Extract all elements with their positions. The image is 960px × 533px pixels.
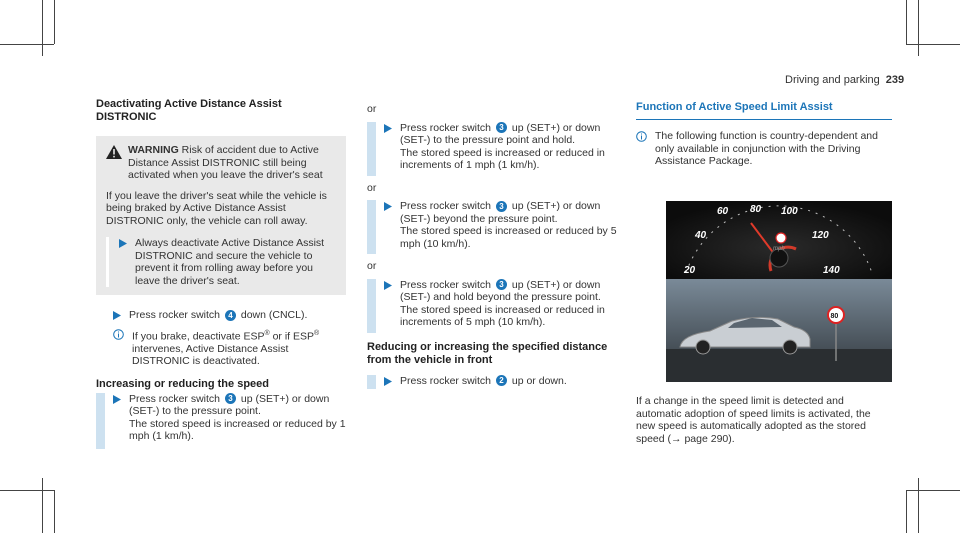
page-number: 239 (885, 74, 905, 86)
registered-mark: ® (264, 329, 270, 337)
unit-label: mph (773, 246, 785, 252)
page-ref-arrow: → (671, 432, 682, 445)
instruction-step (400, 279, 623, 333)
page-header (785, 74, 904, 86)
dial-label: 40 (695, 230, 707, 241)
body-text (636, 395, 892, 445)
step-bar (96, 309, 105, 322)
item-number: 3 (496, 279, 507, 290)
instruction-step (129, 393, 346, 449)
instruction-step (400, 122, 623, 176)
or-label: or (367, 103, 377, 115)
warning-detail: If you leave the driver's seat while the vehicle is being braked by Active Distance Assist DISTRONIC only, the vehicle can roll away. (106, 189, 327, 227)
crop-mark (0, 490, 54, 491)
dial-label: 20 (684, 265, 696, 276)
warning-step: Always deactivate Active Distance Assist DISTRONIC and secure the vehicle to prevent it from rolling away before you leave the driver's seat. (135, 237, 325, 287)
step-bar (367, 200, 376, 254)
step-text: Press rocker switch (400, 121, 492, 134)
speedometer-figure (666, 201, 892, 382)
page-reference[interactable]: page 290). (681, 432, 735, 445)
step-result: The stored speed is increased or reduced by 1 mph (1 km/h). (129, 417, 346, 442)
speedometer-illustration (666, 201, 892, 382)
road-surface (666, 349, 892, 382)
step-result: The stored speed is increased or reduced in increments of 5 mph (10 km/h). (400, 303, 605, 328)
warning-box (96, 136, 346, 295)
crop-mark (906, 490, 907, 533)
column-left (96, 98, 346, 449)
column-middle (367, 103, 623, 389)
dial-label: 60 (717, 206, 729, 217)
crop-mark (0, 44, 54, 45)
step-text: Press rocker switch (129, 392, 221, 405)
crop-mark (42, 0, 43, 56)
step-text: up (SET+) or down (SET-) to the pressure point and hold. (400, 121, 601, 146)
car-wheel (696, 340, 710, 354)
info-note (132, 328, 346, 368)
step-text: Press rocker switch (400, 374, 492, 387)
step-bar (367, 122, 376, 176)
instruction-step (129, 309, 307, 322)
dial-label: 140 (823, 265, 840, 276)
step-arrow-icon (384, 202, 392, 211)
step-text: up (SET+) or down (SET-) beyond the pressure point. (400, 200, 601, 225)
step-bar (367, 375, 376, 390)
step-result: The stored speed is increased or reduced by 5 mph (10 km/h). (400, 225, 617, 250)
or-label: or (367, 181, 377, 194)
crop-mark (906, 0, 907, 44)
crop-mark (54, 0, 55, 44)
crop-mark (918, 478, 919, 533)
note-text: intervenes, Active Distance Assist DISTRONIC is deactivated. (132, 342, 289, 367)
step-result: The stored speed is increased or reduced in increments of 1 mph (1 km/h). (400, 146, 605, 171)
crop-mark (918, 0, 919, 56)
section-title: Driving and parking (785, 74, 880, 86)
registered-mark: ® (314, 329, 320, 337)
info-icon (113, 329, 124, 340)
heading-rule (636, 119, 892, 120)
crop-mark (54, 490, 55, 533)
info-note: The following function is country-dependent and only available in conjunction with the Driving Assistance Package. (655, 130, 878, 167)
warning-label: WARNING (128, 144, 179, 156)
item-number: 4 (225, 310, 236, 321)
item-number: 3 (496, 122, 507, 133)
step-text: down (CNCL). (240, 309, 308, 321)
warning-text: Risk of accident due to Active Distance Assist DISTRONIC still being activated when you leave the driver's seat (128, 144, 323, 181)
or-label: or (367, 260, 377, 272)
body-text-part: If a change in the speed limit is detected and automatic adoption of speed limits is activated, the new speed is automatically adopted as the stored speed ( (636, 395, 871, 445)
item-number: 2 (496, 375, 507, 386)
crop-mark (906, 490, 960, 491)
note-text: If you brake, deactivate ESP (132, 330, 265, 342)
item-number: 3 (225, 393, 236, 404)
step-bar (367, 279, 376, 333)
column-right (636, 101, 892, 168)
section-heading: Deactivating Active Distance Assist DISTRONIC (96, 98, 282, 123)
step-text: up (SET+) or down (SET-) to the pressure point. (129, 392, 330, 417)
subsection-heading: Increasing or reducing the speed (96, 377, 269, 390)
note-text: or if ESP (269, 330, 315, 342)
step-arrow-icon (384, 124, 392, 133)
step-arrow-icon (384, 281, 392, 290)
step-bar (106, 237, 109, 287)
step-arrow-icon (384, 377, 392, 386)
step-arrow-icon (113, 311, 121, 320)
step-text: Press rocker switch (129, 309, 221, 321)
step-text: Press rocker switch (400, 200, 492, 212)
warning-triangle-icon (106, 145, 122, 159)
dial-label: 80 (750, 204, 762, 215)
step-text: up or down. (511, 374, 567, 387)
limit-indicator (776, 233, 786, 243)
instruction-step (400, 375, 567, 390)
step-arrow-icon (119, 239, 127, 248)
item-number: 3 (496, 201, 507, 212)
dial-label: 100 (781, 206, 798, 217)
crop-mark (906, 44, 960, 45)
car-wheel (783, 340, 797, 354)
instruction-step (400, 200, 623, 254)
subsection-heading: Reducing or increasing the specified distance from the vehicle in front (367, 340, 608, 366)
section-heading: Function of Active Speed Limit Assist (636, 101, 833, 113)
step-text: up (SET+) or down (SET-) and hold beyond the pressure point. (400, 278, 601, 303)
sign-value: 80 (830, 313, 839, 320)
step-arrow-icon (113, 395, 121, 404)
info-icon (636, 131, 647, 142)
dial-label: 120 (812, 230, 829, 241)
crop-mark (42, 478, 43, 533)
step-text: Press rocker switch (400, 278, 492, 291)
step-bar (96, 393, 105, 449)
